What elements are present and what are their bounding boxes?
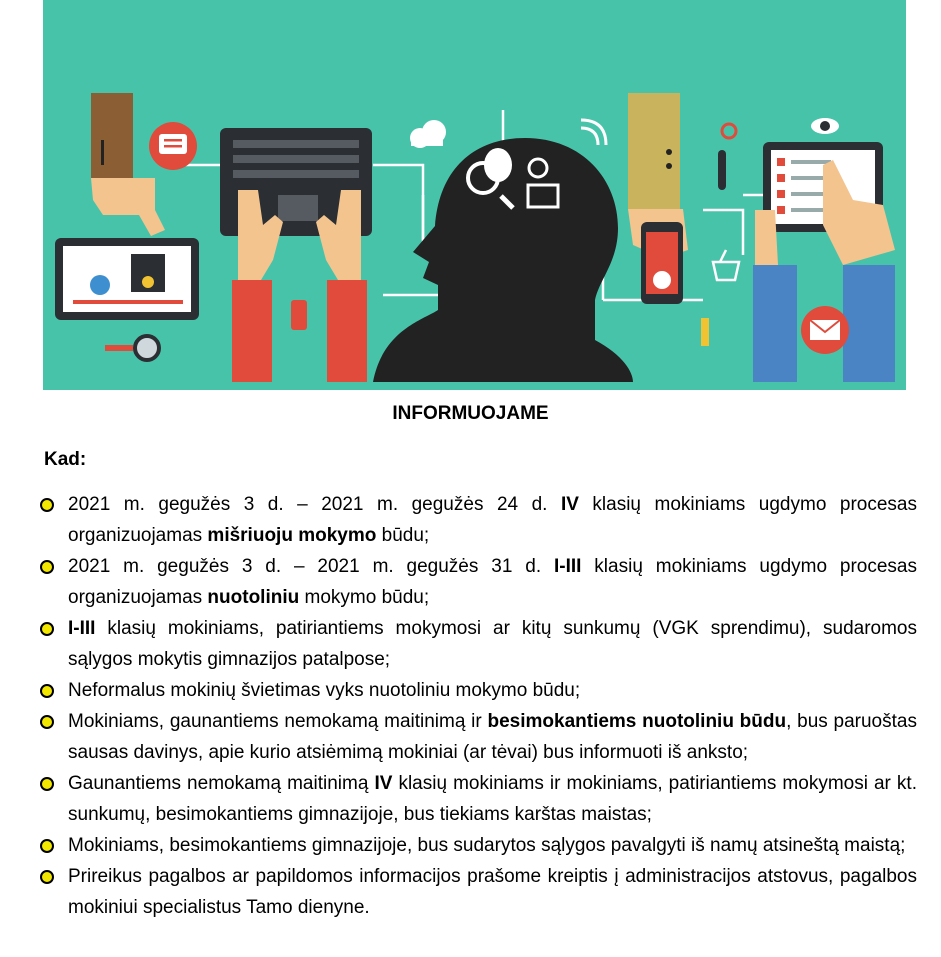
list-item bbox=[38, 768, 917, 830]
bold-text: nuotoliniu bbox=[207, 587, 300, 608]
banner-illustration bbox=[43, 0, 906, 390]
info-list bbox=[38, 489, 917, 923]
intro-label: Kad: bbox=[44, 449, 87, 470]
bold-text: I-III bbox=[553, 556, 582, 577]
item-text: Prireikus pagalbos ar papildomos informacijos prašome kreiptis į administracijos atstovus, pagalbos mokiniui specialistus Tamo dienyne. bbox=[68, 866, 917, 918]
item-text: 2021 m. gegužės 3 d. – 2021 m. gegužės 31 d. bbox=[68, 556, 554, 577]
bullet-icon bbox=[40, 622, 54, 636]
pencil-icon bbox=[701, 318, 709, 346]
bold-text: besimokantiems nuotoliniu būdu bbox=[487, 711, 787, 732]
item-text: klasių mokiniams ir mokiniams, patiriantiems mokymosi ar kt. sunkumų, besimokantiems gimnazijoje, bus tiekiams karštas maistas; bbox=[68, 773, 917, 825]
bullet-icon bbox=[40, 560, 54, 574]
phone-handset-icon bbox=[718, 150, 726, 190]
item-text: Neformalus mokinių švietimas vyks nuotoliniu mokymo būdu; bbox=[68, 680, 581, 701]
item-text: klasių mokiniams ugdymo procesas organizuojamas bbox=[68, 494, 917, 546]
bullet-icon bbox=[40, 870, 54, 884]
bold-text: I-III bbox=[68, 618, 96, 639]
bold-text: mišriuoju mokymo bbox=[207, 525, 377, 546]
bullet-icon bbox=[40, 715, 54, 729]
list-item bbox=[38, 830, 917, 861]
list-item bbox=[38, 706, 917, 768]
mail-icon bbox=[801, 306, 849, 354]
item-text: Mokiniams, besimokantiems gimnazijoje, bus sudarytos sąlygos pavalgyti iš namų atsineštą maistą; bbox=[68, 835, 906, 856]
eye-icon bbox=[811, 118, 839, 134]
bold-text: IV bbox=[374, 773, 393, 794]
item-text: klasių mokiniams, patiriantiems mokymosi ar kitų sunkumų (VGK sprendimu), sudaromos sąlygos mokytis gimnazijos patalpose; bbox=[68, 618, 917, 670]
tablet-icon bbox=[55, 238, 199, 320]
item-text: mokymo būdu; bbox=[299, 587, 430, 608]
chat-bubble-icon bbox=[149, 122, 197, 170]
item-text: būdu; bbox=[376, 525, 430, 546]
list-item bbox=[38, 861, 917, 923]
list-item bbox=[38, 613, 917, 675]
item-text: Mokiniams, gaunantiems nemokamą maitinimą ir bbox=[68, 711, 488, 732]
page-title: INFORMUOJAME bbox=[392, 403, 549, 424]
item-text: 2021 m. gegužės 3 d. – 2021 m. gegužės 24 d. bbox=[68, 494, 561, 515]
item-text: , bus paruoštas sausas davinys, apie kurio atsiėmimą mokiniai (ar tėvai) bus informuoti iš anksto; bbox=[68, 711, 917, 763]
list-item bbox=[38, 551, 917, 613]
bullet-icon bbox=[40, 839, 54, 853]
bullet-icon bbox=[40, 777, 54, 791]
price-tag-icon bbox=[291, 300, 307, 330]
bullet-icon bbox=[40, 684, 54, 698]
item-text: Gaunantiems nemokamą maitinimą bbox=[68, 773, 375, 794]
bullet-icon bbox=[40, 498, 54, 512]
list-item bbox=[38, 675, 917, 706]
item-text: klasių mokiniams ugdymo procesas organizuojamas bbox=[68, 556, 917, 608]
bold-text: IV bbox=[560, 494, 579, 515]
list-item bbox=[38, 489, 917, 551]
